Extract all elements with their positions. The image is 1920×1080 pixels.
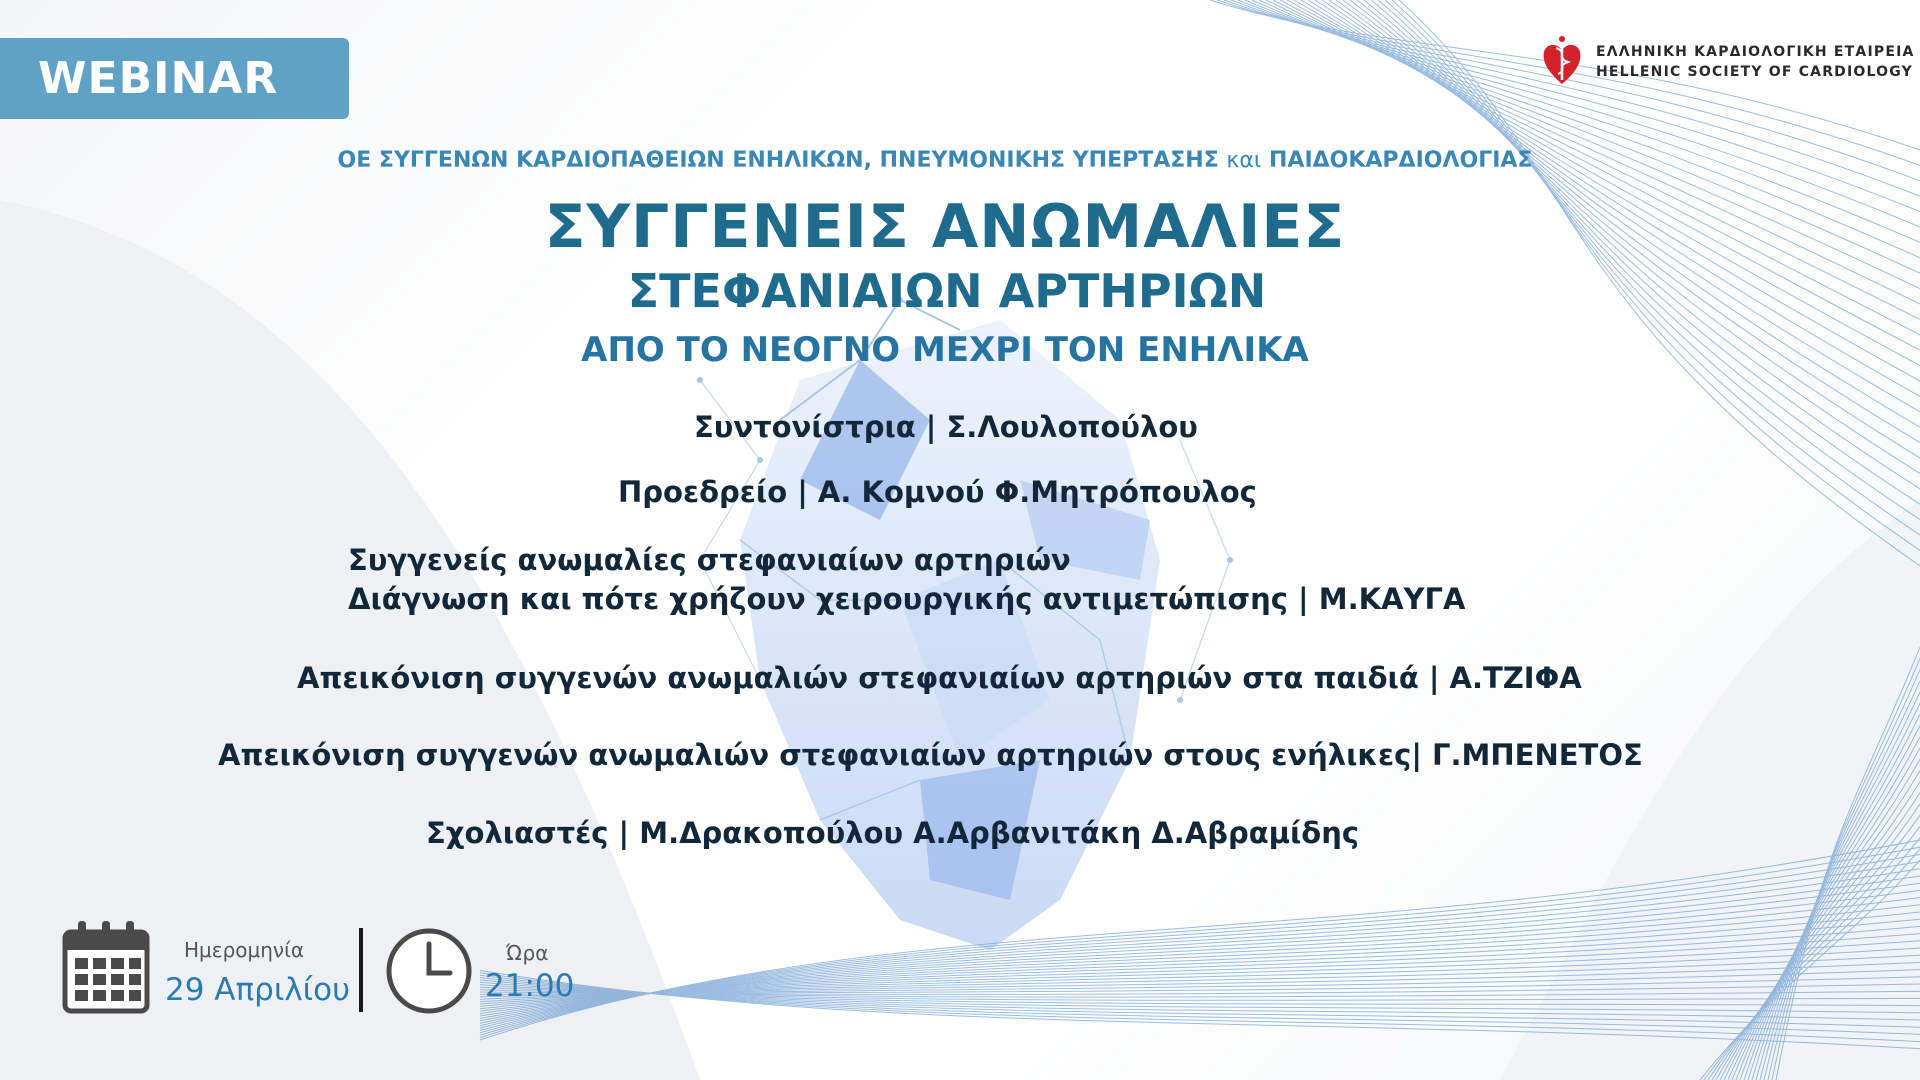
clock-icon <box>384 926 474 1016</box>
organizer-part2: ΠΑΙΔΟΚΑΡΔΙΟΛΟΓΙΑΣ <box>1269 148 1533 173</box>
heart-illustration <box>697 297 1233 950</box>
title-line-2: ΣΤΕΦΑΝΙΑΙΩΝ ΑΡΤΗΡΙΩΝ <box>627 264 1267 318</box>
organizer-part1: ΟΕ ΣΥΓΓΕΝΩΝ ΚΑΡΔΙΟΠΑΘΕΙΩΝ ΕΝΗΛΙΚΩΝ, ΠΝΕΥΜΟΝΙΚΗΣ ΥΠΕΡΤΑΣΗΣ <box>337 148 1219 173</box>
hellenic-society-logo <box>1540 34 1915 88</box>
date-value: 29 Απριλίου <box>165 972 351 1008</box>
moderator-line: Συντονίστρια | Σ.Λουλοπούλου <box>694 410 1198 444</box>
webinar-badge: WEBINAR <box>0 38 349 119</box>
heart-caduceus-icon <box>1540 34 1584 88</box>
footer-divider <box>359 928 363 1012</box>
talk3-line: Απεικόνιση συγγενών ανωμαλιών στεφανιαίων αρτηριών στους ενήλικες| Γ.ΜΠΕΝΕΤΟΣ <box>218 738 1643 772</box>
logo-line-greek: ΕΛΛΗΝΙΚΗ ΚΑΡΔΙΟΛΟΓΙΚΗ ΕΤΑΙΡΕΙΑ <box>1596 44 1915 60</box>
time-label: Ώρα <box>506 941 549 965</box>
talk1-title-line: Συγγενείς ανωμαλίες στεφανιαίων αρτηριών <box>348 543 1071 577</box>
title-line-1: ΣΥΓΓΕΝΕΙΣ ΑΝΩΜΑΛΙΕΣ <box>544 192 1346 262</box>
organizer-line <box>0 148 1870 173</box>
title-line-3: ΑΠΟ ΤΟ ΝΕΟΓΝΟ ΜΕΧΡΙ ΤΟΝ ΕΝΗΛΙΚΑ <box>581 330 1309 370</box>
logo-line-english: HELLENIC SOCIETY OF CARDIOLOGY <box>1596 64 1913 80</box>
discussants-line: Σχολιαστές | Μ.Δρακοπούλου Α.Αρβανιτάκη Δ.Αβραμίδης <box>426 816 1360 850</box>
organizer-conjunction: και <box>1226 148 1262 173</box>
talk1-subtitle-line: Διάγνωση και πότε χρήζουν χειρουργικής αντιμετώπισης | Μ.ΚΑΥΓΑ <box>348 582 1466 616</box>
talk2-line: Απεικόνιση συγγενών ανωμαλιών στεφανιαίων αρτηριών στα παιδιά | Α.ΤΖΙΦΑ <box>297 661 1582 695</box>
calendar-icon <box>62 918 150 1014</box>
time-value: 21:00 <box>485 968 575 1004</box>
chairs-line: Προεδρείο | Α. Κομνού Φ.Μητρόπουλος <box>618 475 1257 509</box>
date-label: Ημερομηνία <box>184 938 305 962</box>
